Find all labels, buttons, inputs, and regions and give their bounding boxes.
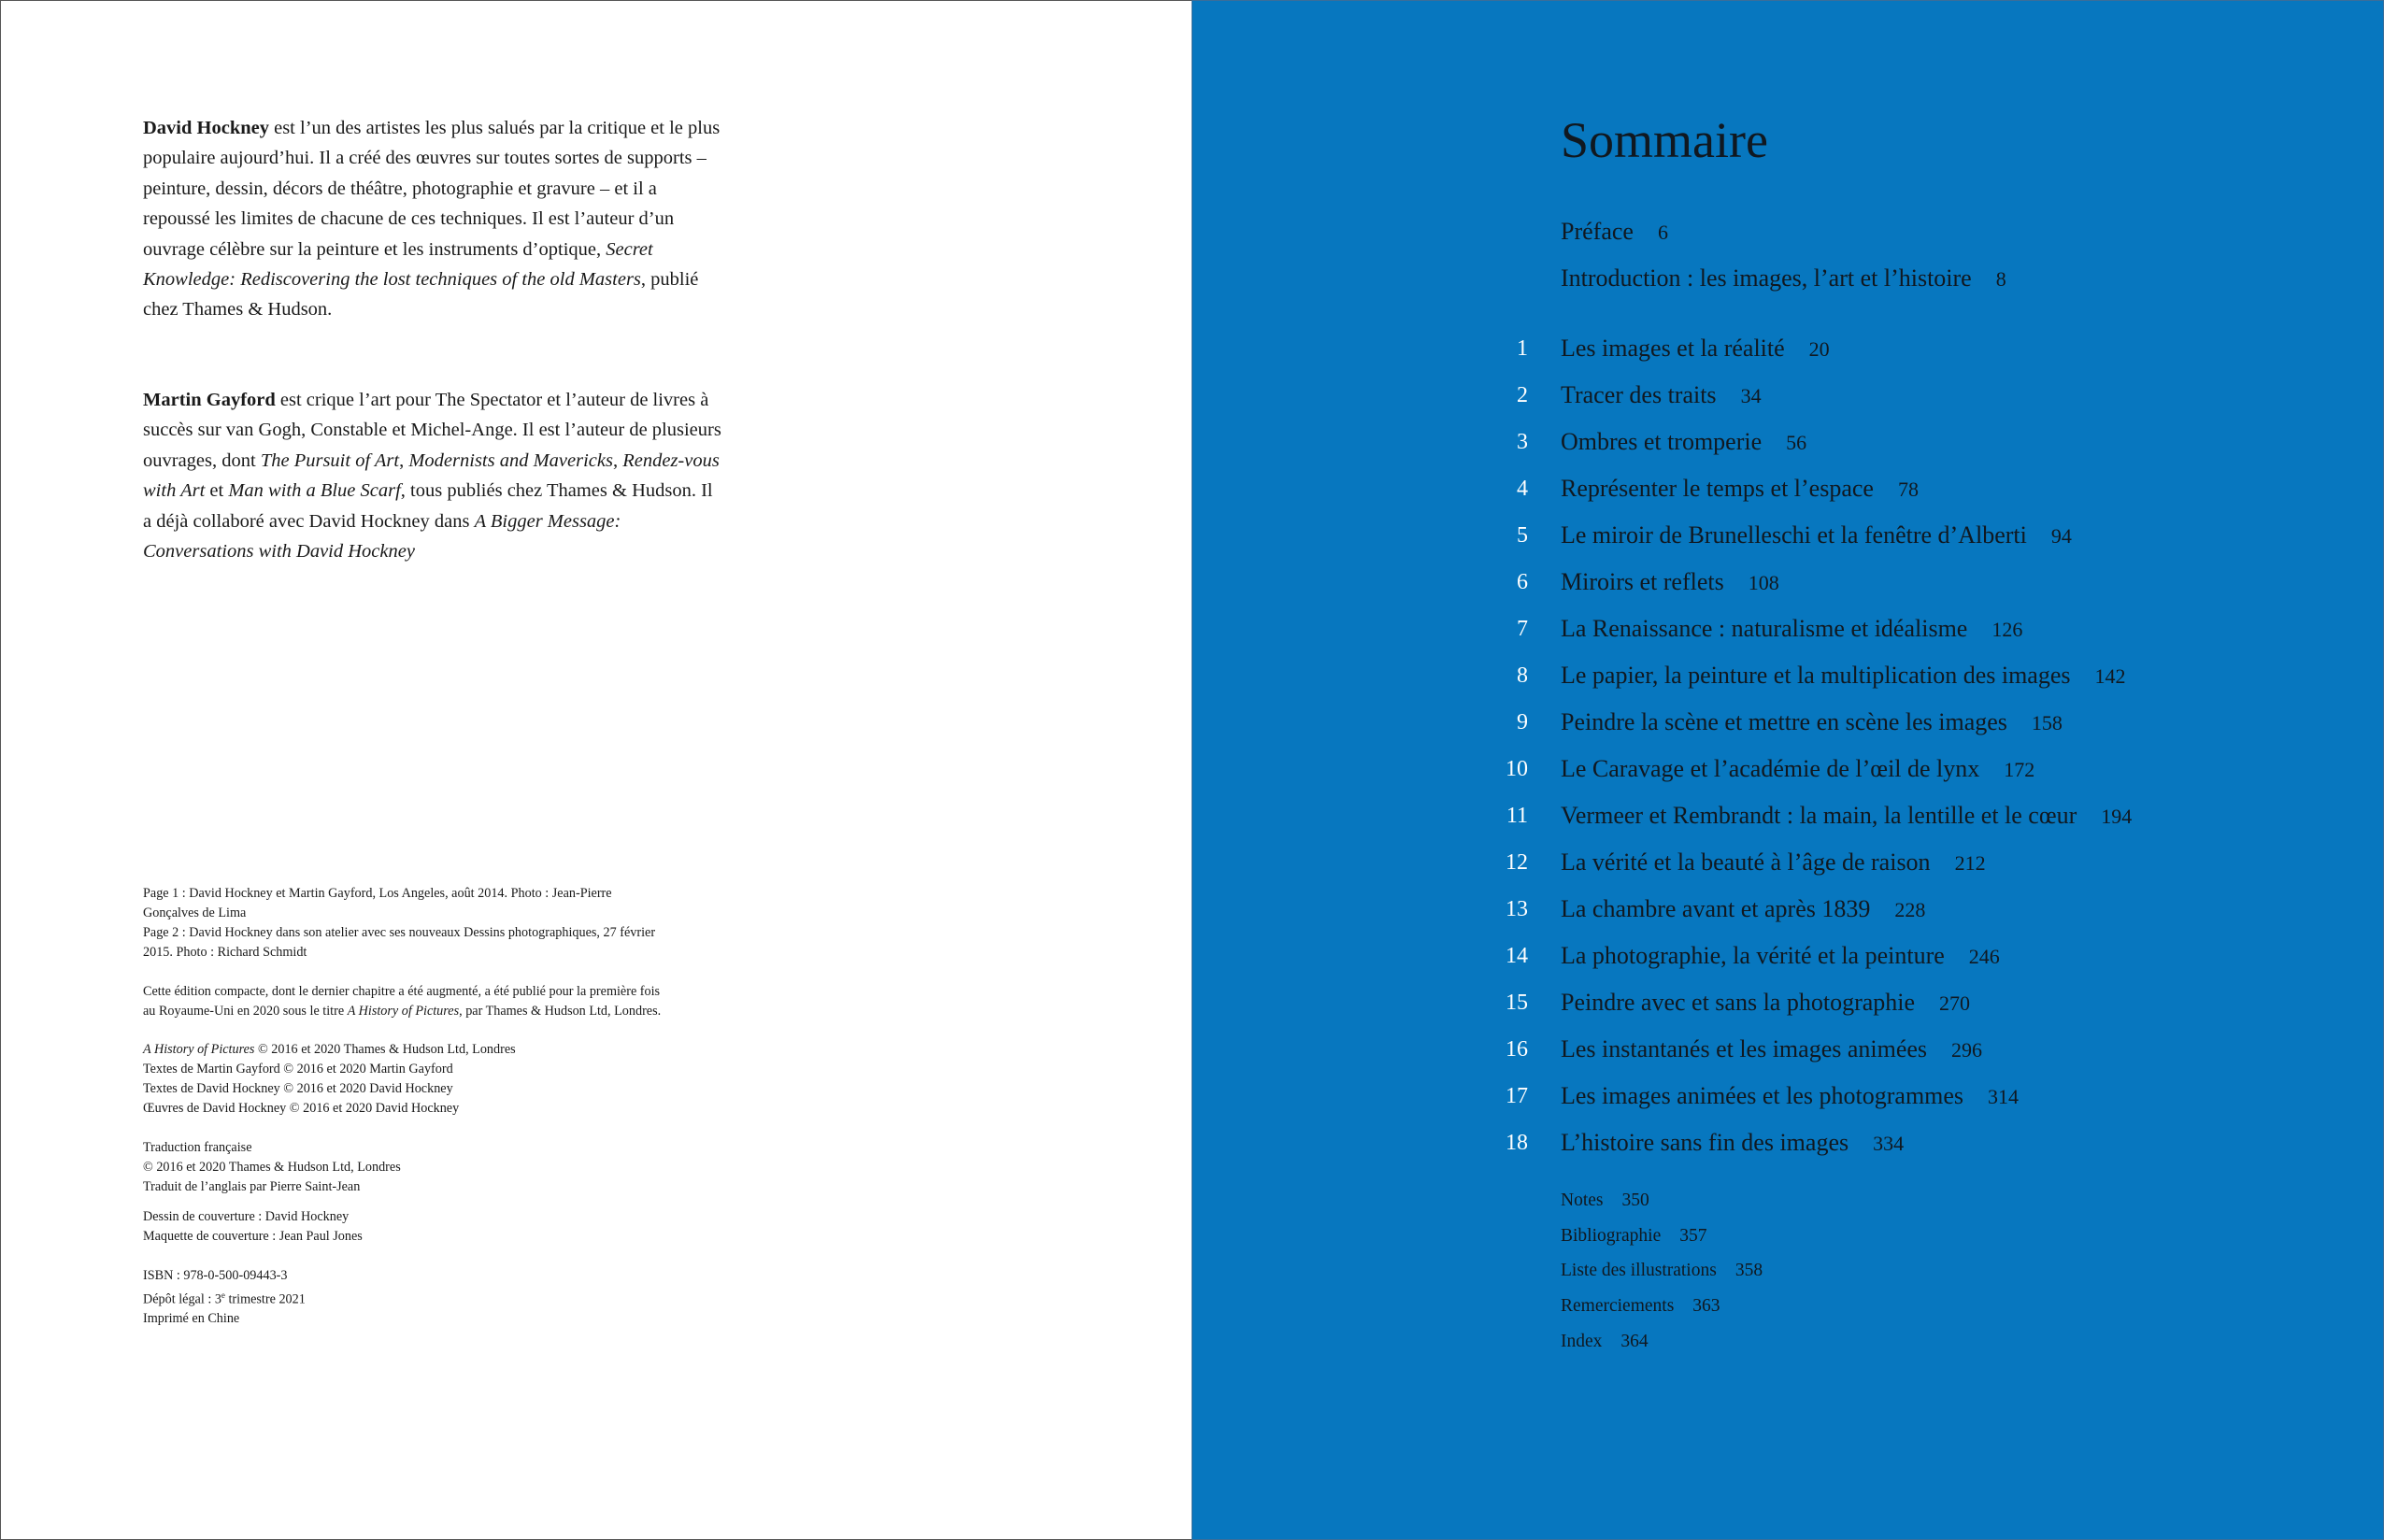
toc-chapter-number: 18 (1506, 1131, 1528, 1155)
toc-entry-page: 357 (1679, 1225, 1707, 1246)
bio-gayford-book: Man with a Blue Scarf (228, 480, 401, 502)
toc-entry-label: Notes (1561, 1191, 1604, 1210)
bio-gayford-book: A Bigger Message: Conversations with David Hockney (143, 510, 621, 563)
toc-entry-label: Les instantanés et les images animées (1561, 1035, 1928, 1062)
toc-chapter-number: 17 (1506, 1084, 1528, 1108)
toc-entry-page: 34 (1740, 384, 1762, 407)
toc-chapter-entry (1561, 472, 1919, 506)
toc-chapter-entry (1561, 706, 2063, 740)
toc-chapter-number: 13 (1506, 897, 1528, 921)
toc-chapter-entry (1561, 565, 1779, 600)
toc-entry-page: 8 (1995, 267, 2006, 291)
bio-gayford-text: est crique l’art pour The Spectator et l’auteur de livres à succès sur van Gogh, Constable et Michel-Ange. Il est l’auteur de plusieurs ouvrages, dont (143, 390, 721, 471)
bio-hockney-book: Secret Knowledge: Rediscovering the lost techniques of the old Masters (143, 238, 653, 291)
toc-entry-label: L’histoire sans fin des images (1561, 1129, 1849, 1156)
toc-entry-label: Ombres et tromperie (1561, 428, 1763, 455)
toc-chapter-number: 8 (1517, 663, 1528, 688)
edition-note-text-end: , par Thames & Hudson Ltd, Londres. (459, 1003, 662, 1019)
toc-chapter-number: 14 (1506, 944, 1528, 968)
toc-entry-label: Préface (1561, 218, 1634, 245)
toc-entry-label: Le miroir de Brunelleschi et la fenêtre d’Alberti (1561, 521, 2027, 549)
toc-entry-page: 334 (1873, 1132, 1905, 1155)
copyright-text: © 2016 et 2020 Thames & Hudson Ltd, Londres (254, 1042, 516, 1058)
toc-entry-page: 194 (2101, 805, 2133, 828)
toc-chapter-number: 4 (1517, 477, 1528, 501)
toc-entry-label: Représenter le temps et l’espace (1561, 475, 1874, 502)
cover-credit: Dessin de couverture : David Hockney (143, 1208, 350, 1224)
toc-entry-page: 296 (1951, 1038, 1983, 1062)
isbn: ISBN : 978-0-500-09443-3 (143, 1267, 288, 1283)
toc-entry-page: 6 (1657, 221, 1668, 244)
bio-gayford-name: Martin Gayford (143, 390, 276, 410)
toc-entry-page: 350 (1621, 1191, 1649, 1210)
bio-gayford-sep: , (399, 449, 409, 471)
toc-entry-label: Tracer des traits (1561, 381, 1717, 408)
toc-title: Sommaire (1561, 112, 1768, 168)
cover-credit: Maquette de couverture : Jean Paul Jones (143, 1228, 363, 1244)
bio-gayford-sep: et (205, 480, 229, 502)
credits-block (143, 884, 666, 1329)
toc-entry-label: La vérité et la beauté à l’âge de raison (1561, 848, 1931, 876)
toc-chapter-number: 9 (1517, 710, 1528, 734)
edition-note-text: Cette édition compacte, dont le dernier chapitre a été augmenté, a été publié pour la première fois au Royaume-Uni en 2020 sous le titre (143, 983, 661, 1019)
toc-entry-page: 246 (1968, 945, 2000, 968)
toc-chapter-number: 11 (1506, 804, 1528, 828)
toc-entry-label: La photographie, la vérité et la peinture (1561, 942, 1945, 969)
legal-deposit (143, 1286, 666, 1310)
copyright-line: Textes de David Hockney © 2016 et 2020 David Hockney (143, 1081, 453, 1097)
toc-chapter-entry (1561, 659, 2126, 693)
bio-gayford-text-end: , tous publiés chez Thames & Hudson. Il a déjà collaboré avec David Hockney dans (143, 480, 713, 532)
toc-chapter-entry (1561, 1079, 2019, 1114)
toc-entry-label: Peindre avec et sans la photographie (1561, 989, 1916, 1016)
toc-entry-page: 78 (1897, 478, 1919, 501)
toc-entry-label: Les images et la réalité (1561, 335, 1785, 362)
legal-deposit-text-end: trimestre 2021 (224, 1291, 306, 1307)
toc-entry-page: 172 (2004, 758, 2035, 781)
translation-line: Traduit de l’anglais par Pierre Saint-Jean (143, 1178, 361, 1194)
toc-front-entry (1561, 262, 2006, 296)
toc-chapter-number: 10 (1506, 757, 1528, 781)
translation-line: Traduction française (143, 1140, 252, 1156)
toc-entry-page: 270 (1939, 991, 1971, 1015)
toc-chapter-entry (1561, 752, 2034, 787)
toc-chapter-number: 5 (1517, 523, 1528, 548)
toc-chapter-number: 7 (1517, 617, 1528, 641)
toc-entry-label: Peindre la scène et mettre en scène les images (1561, 708, 2007, 735)
toc-chapter-number: 3 (1517, 430, 1528, 454)
toc-chapter-entry (1561, 846, 1986, 880)
toc-chapter-number: 15 (1506, 991, 1528, 1015)
edition-note (143, 982, 666, 1021)
bio-hockney (143, 113, 722, 325)
toc-back-entry (1561, 1257, 1763, 1285)
toc-chapter-entry (1561, 1126, 1904, 1161)
toc-entry-page: 56 (1786, 431, 1807, 454)
legal-deposit-sup: e (221, 1290, 225, 1300)
copyright-line (143, 1040, 666, 1060)
toc-chapter-number: 12 (1506, 850, 1528, 875)
toc-entry-label: Liste des illustrations (1561, 1261, 1717, 1281)
toc-entry-page: 126 (1991, 618, 2023, 641)
photo-credit: Page 2 : David Hockney dans son atelier avec ses nouveaux Dessins photographiques, 27 février 2015. Photo : Richard Schmidt (143, 924, 656, 960)
toc-chapter-entry (1561, 519, 2072, 553)
bio-gayford-sep: , (612, 449, 623, 471)
toc-chapter-entry (1561, 1033, 1982, 1067)
copyright-line: Textes de Martin Gayford © 2016 et 2020 Martin Gayford (143, 1062, 453, 1077)
toc-entry-label: Index (1561, 1331, 1603, 1351)
toc-entry-label: Remerciements (1561, 1296, 1675, 1317)
toc-chapter-entry (1561, 986, 1970, 1020)
bio-gayford-book: The Pursuit of Art (260, 449, 400, 471)
toc-chapter-number: 2 (1517, 383, 1528, 407)
toc-front-entry (1561, 215, 1668, 250)
bio-gayford-book: Rendez-vous with Art (143, 449, 720, 502)
edition-note-title: A History of Pictures (347, 1003, 460, 1019)
copyright-line: Œuvres de David Hockney © 2016 et 2020 David Hockney (143, 1101, 460, 1117)
toc-chapter-entry (1561, 378, 1762, 413)
toc-entry-label: Le Caravage et l’académie de l’œil de lynx (1561, 755, 1980, 782)
toc-back-entry (1561, 1292, 1720, 1320)
toc-entry-page: 94 (2050, 524, 2072, 548)
toc-entry-page: 228 (1894, 898, 1926, 921)
photo-credit: Page 1 : David Hockney et Martin Gayford, Los Angeles, août 2014. Photo : Jean-Pierre Gonçalves de Lima (143, 886, 612, 920)
translation-line: © 2016 et 2020 Thames & Hudson Ltd, Londres (143, 1159, 401, 1175)
toc-entry-page: 364 (1620, 1331, 1649, 1351)
toc-entry-label: Vermeer et Rembrandt : la main, la lentille et le cœur (1561, 802, 2077, 829)
toc-entry-page: 363 (1692, 1296, 1720, 1317)
toc-entry-page: 20 (1808, 337, 1830, 361)
bio-hockney-name: David Hockney (143, 118, 269, 138)
toc-entry-label: Miroirs et reflets (1561, 568, 1724, 595)
toc-entry-label: Bibliographie (1561, 1225, 1662, 1246)
bio-hockney-text: est l’un des artistes les plus salués par la critique et le plus populaire aujourd’hui. Il a créé des œuvres sur toutes sortes de supports – peinture, dessin, décors de théâtre, photographie et gravure – et il a repoussé les limites de chacune de ces techniques. Il est l’auteur d’un ouvrage célèbre sur la peinture et les instruments d’optique, (143, 118, 721, 260)
bio-hockney-text-end: , publié chez Thames & Hudson. (143, 269, 699, 321)
toc-entry-label: La Renaissance : naturalisme et idéalisme (1561, 615, 1968, 642)
toc-entry-label: La chambre avant et après 1839 (1561, 895, 1871, 922)
toc-entry-page: 314 (1988, 1085, 2020, 1108)
toc-entry-page: 158 (2031, 711, 2063, 734)
toc-chapter-entry (1561, 892, 1925, 927)
toc-entry-page: 358 (1734, 1261, 1763, 1281)
toc-chapter-entry (1561, 612, 2022, 647)
toc-entry-label: Le papier, la peinture et la multiplication des images (1561, 662, 2071, 689)
bio-gayford-book: Modernists and Mavericks (408, 449, 613, 471)
toc-back-entry (1561, 1187, 1649, 1215)
toc-back-entry (1561, 1328, 1649, 1356)
bio-gayford (143, 385, 722, 566)
toc-entry-label: Introduction : les images, l’art et l’histoire (1561, 264, 1972, 292)
toc-chapter-number: 1 (1517, 336, 1528, 361)
toc-entry-page: 142 (2094, 664, 2126, 688)
legal-deposit-text: Dépôt légal : 3 (143, 1291, 221, 1307)
toc-back-entry (1561, 1222, 1706, 1250)
toc-entry-page: 212 (1954, 851, 1986, 875)
toc-entry-label: Les images animées et les photogrammes (1561, 1082, 1964, 1109)
toc-chapter-entry (1561, 799, 2132, 834)
printed-in: Imprimé en Chine (143, 1311, 240, 1327)
copyright-title: A History of Pictures (143, 1042, 255, 1058)
toc-chapter-entry (1561, 332, 1830, 366)
toc-chapter-entry (1561, 425, 1806, 460)
toc-chapter-number: 6 (1517, 570, 1528, 594)
toc-entry-page: 108 (1748, 571, 1779, 594)
toc-chapter-number: 16 (1506, 1037, 1528, 1062)
toc-chapter-entry (1561, 939, 2000, 974)
